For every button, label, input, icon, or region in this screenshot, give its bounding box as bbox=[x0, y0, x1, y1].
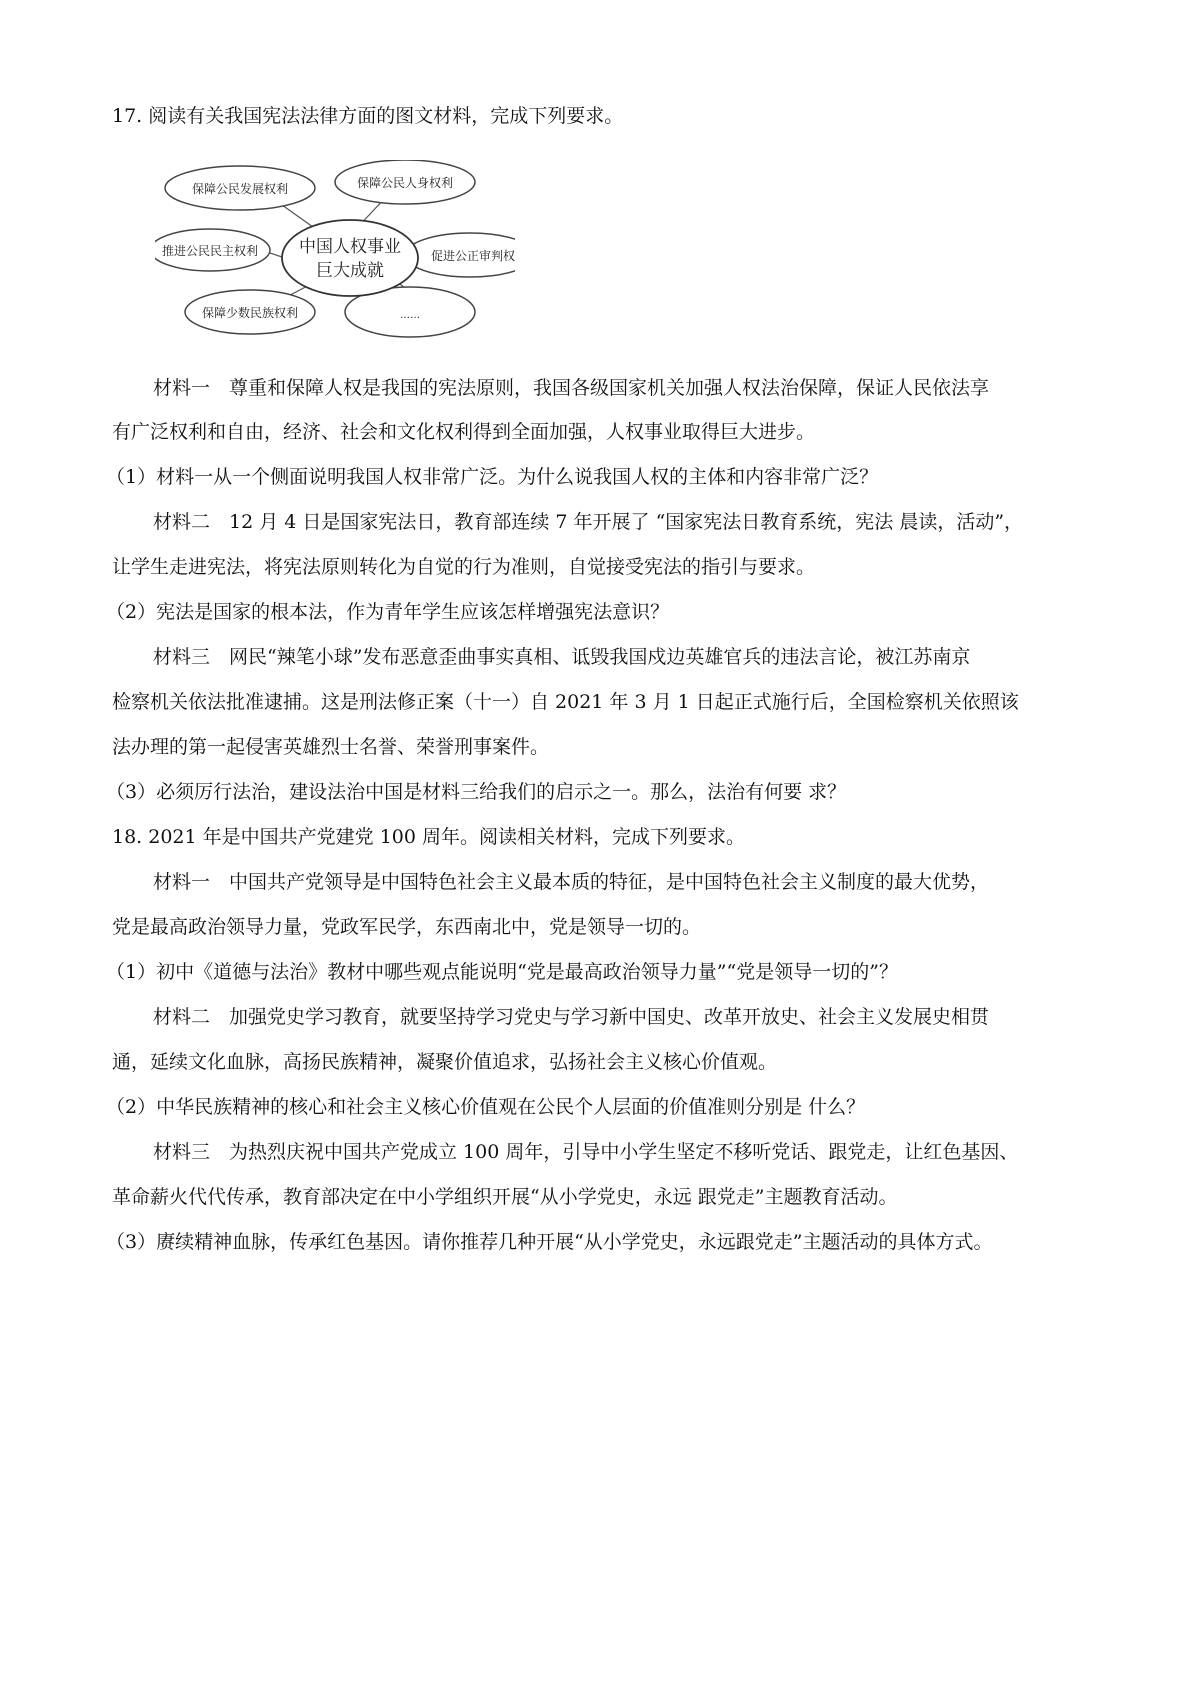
bubble-4-label: 促进公正审判权 bbox=[430, 249, 515, 263]
question-18-title: 18. 2021 年是中国共产党建党 100 周年。阅读相关材料，完成下列要求。 bbox=[112, 826, 745, 848]
q18-material-3-line-1: 材料三 为热烈庆祝中国共产党成立 100 周年，引导中小学生坚定不移听党话、跟党走，让红色基因、 bbox=[153, 1141, 1019, 1163]
q17-material-2-line-2: 让学生走进宪法，将宪法原则转化为自觉的行为准则，自觉接受宪法的指引与要求。 bbox=[112, 556, 816, 578]
bubble-1-label: 保障公民发展权利 bbox=[191, 182, 289, 196]
q17-material-2-line-1: 材料二 12 月 4 日是国家宪法日，教育部连续 7 年开展了 “国家宪法日教育系统，宪法 晨读，活动”， bbox=[153, 511, 1024, 533]
q17-material-1-line-1: 材料一 尊重和保障人权是我国的宪法原则，我国各级国家机关加强人权法治保障，保证人民依法享 bbox=[153, 377, 990, 399]
q18-subquestion-3: （3）赓续精神血脉，传承红色基因。请你推荐几种开展“从小学党史，永远跟党走”主题活动的具体方式。 bbox=[106, 1231, 993, 1253]
q17-subquestion-1: （1）材料一从一个侧面说明我国人权非常广泛。为什么说我国人权的主体和内容非常广泛？ bbox=[106, 466, 879, 488]
center-label-2: 巨大成就 bbox=[316, 261, 384, 281]
q18-material-1-line-1: 材料一 中国共产党领导是中国特色社会主义最本质的特征，是中国特色社会主义制度的最大优势， bbox=[153, 871, 990, 893]
center-bubble bbox=[282, 220, 418, 296]
q18-material-1-line-2: 党是最高政治领导力量，党政军民学，东西南北中，党是领导一切的。 bbox=[112, 916, 702, 938]
q18-material-2-line-1: 材料二 加强党史学习教育，就要坚持学习党史与学习新中国史、改革开放史、社会主义发展史相贯 bbox=[153, 1006, 990, 1028]
q17-material-3-line-3: 法办理的第一起侵害英雄烈士名誉、荣誉刑事案件。 bbox=[112, 736, 550, 758]
q18-material-3-line-2: 革命薪火代代传承，教育部决定在中小学组织开展“从小学党史，永远 跟党走”主题教育活动。 bbox=[112, 1186, 898, 1208]
center-label-1: 中国人权事业 bbox=[299, 237, 401, 257]
q17-subquestion-3: （3）必须厉行法治，建设法治中国是材料三给我们的启示之一。那么，法治有何要 求？ bbox=[106, 781, 847, 803]
bubble-6-label: …… bbox=[400, 310, 420, 321]
q18-subquestion-1: （1）初中《道德与法治》教材中哪些观点能说明“党是最高政治领导力量”“党是领导一切的”？ bbox=[106, 961, 898, 983]
diagram-svg bbox=[155, 160, 515, 340]
bubble-2-label: 保障公民人身权利 bbox=[356, 176, 454, 190]
q18-material-2-line-2: 通，延续文化血脉，高扬民族精神，凝聚价值追求，弘扬社会主义核心价值观。 bbox=[112, 1051, 778, 1073]
question-17-title: 17. 阅读有关我国宪法法律方面的图文材料，完成下列要求。 bbox=[112, 105, 624, 127]
bubble-5-label: 保障少数民族权利 bbox=[201, 306, 299, 320]
q18-subquestion-2: （2）中华民族精神的核心和社会主义核心价值观在公民个人层面的价值准则分别是 什么？ bbox=[106, 1096, 866, 1118]
q17-material-3-line-1: 材料三 网民“辣笔小球”发布恶意歪曲事实真相、诋毁我国戍边英雄官兵的违法言论，被江苏南京 bbox=[153, 646, 971, 668]
q17-subquestion-2: （2）宪法是国家的根本法，作为青年学生应该怎样增强宪法意识？ bbox=[106, 601, 670, 623]
q17-material-1-line-2: 有广泛权利和自由，经济、社会和文化权利得到全面加强，人权事业取得巨大进步。 bbox=[112, 421, 816, 443]
bubble-3-label: 推进公民民主权利 bbox=[161, 244, 259, 258]
human-rights-diagram bbox=[155, 160, 515, 340]
q17-material-3-line-2: 检察机关依法批准逮捕。这是刑法修正案（十一）自 2021 年 3 月 1 日起正式施行后，全国检察机关依照该 bbox=[112, 691, 1019, 713]
